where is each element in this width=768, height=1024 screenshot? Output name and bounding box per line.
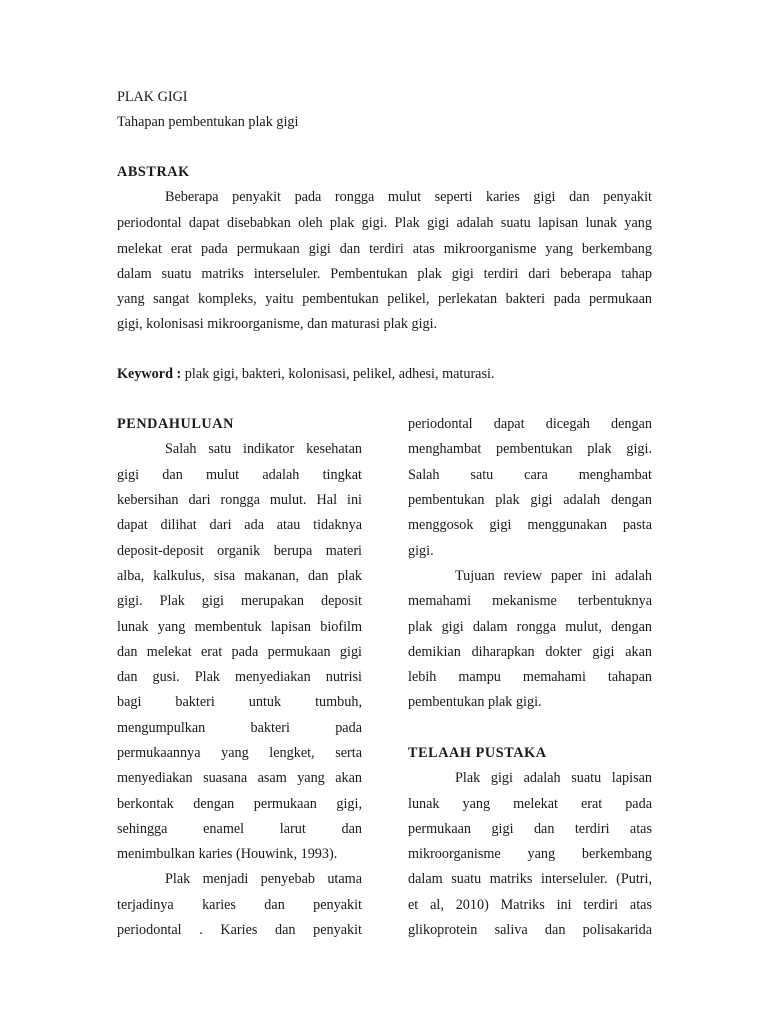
- abstract-line: periodontal dapat disebabkan oleh plak gigi. Plak gigi adalah suatu lapisan lunak yang: [117, 215, 652, 231]
- pendahuluan-line: periodontal . Karies dan penyakit: [117, 922, 362, 938]
- telaah-line: permukaan gigi dan terdiri atas: [408, 821, 652, 837]
- pendahuluan-line: Tujuan review paper ini adalah: [455, 568, 652, 584]
- pendahuluan-line: terjadinya karies dan penyakit: [117, 897, 362, 913]
- pendahuluan-line: mengumpulkan bakteri pada: [117, 720, 362, 736]
- telaah-line: lunak yang melekat erat pada: [408, 796, 652, 812]
- keywords-line: [117, 365, 494, 383]
- pendahuluan-line: lebih mampu memahami tahapan: [408, 669, 652, 685]
- pendahuluan-line: sehingga enamel larut dan: [117, 821, 362, 837]
- telaah-line: mikroorganisme yang berkembang: [408, 846, 652, 862]
- pendahuluan-line: kebersihan dari rongga mulut. Hal ini: [117, 492, 362, 508]
- pendahuluan-line: gigi.: [408, 543, 434, 559]
- pendahuluan-line: periodontal dapat dicegah dengan: [408, 416, 652, 432]
- pendahuluan-line: gigi dan mulut adalah tingkat: [117, 467, 362, 483]
- telaah-line: glikoprotein saliva dan polisakarida: [408, 922, 652, 938]
- pendahuluan-line: deposit-deposit organik berupa materi: [117, 543, 362, 559]
- abstract-line: yang sangat kompleks, yaitu pembentukan pelikel, perlekatan bakteri pada permukaan: [117, 291, 652, 307]
- pendahuluan-line: dan gusi. Plak menyediakan nutrisi: [117, 669, 362, 685]
- pendahuluan-line: memahami mekanisme terbentuknya: [408, 593, 652, 609]
- telaah-line: dalam suatu matriks interseluler. (Putri,: [408, 871, 652, 887]
- pendahuluan-line: Salah satu cara menghambat: [408, 467, 652, 483]
- telaah-line: Plak gigi adalah suatu lapisan: [455, 770, 652, 786]
- pendahuluan-line: permukaannya yang lengket, serta: [117, 745, 362, 761]
- pendahuluan-line: Plak menjadi penyebab utama: [165, 871, 362, 887]
- keywords-text: plak gigi, bakteri, kolonisasi, pelikel, adhesi, maturasi.: [181, 366, 495, 382]
- keywords-label: Keyword :: [117, 366, 182, 382]
- abstract-line: melekat erat pada permukaan gigi dan terdiri atas mikroorganisme yang berkembang: [117, 241, 652, 257]
- pendahuluan-line: dan melekat erat pada permukaan gigi: [117, 644, 362, 660]
- pendahuluan-line: menimbulkan karies (Houwink, 1993).: [117, 846, 338, 862]
- pendahuluan-line: plak gigi dalam rongga mulut, dengan: [408, 619, 652, 635]
- abstract-line: dalam suatu matriks interseluler. Pembentukan plak gigi terdiri dari beberapa tahap: [117, 266, 652, 282]
- pendahuluan-line: Salah satu indikator kesehatan: [165, 441, 362, 457]
- pendahuluan-line: alba, kalkulus, sisa makanan, dan plak: [117, 568, 362, 584]
- pendahuluan-line: lunak yang membentuk lapisan biofilm: [117, 619, 362, 635]
- pendahuluan-line: menyediakan suasana asam yang akan: [117, 770, 362, 786]
- telaah-line: et al, 2010) Matriks ini terdiri atas: [408, 897, 652, 913]
- pendahuluan-line: pembentukan plak gigi.: [408, 694, 542, 710]
- telaah-heading: TELAAH PUSTAKA: [408, 745, 547, 761]
- pendahuluan-line: berkontak dengan permukaan gigi,: [117, 796, 362, 812]
- abstract-line: Beberapa penyakit pada rongga mulut seperti karies gigi dan penyakit: [165, 189, 652, 205]
- pendahuluan-line: gigi. Plak gigi merupakan deposit: [117, 593, 362, 609]
- abstract-heading: ABSTRAK: [117, 164, 190, 180]
- pendahuluan-line: demikian diharapkan dokter gigi akan: [408, 644, 652, 660]
- pendahuluan-line: pembentukan plak gigi adalah dengan: [408, 492, 652, 508]
- pendahuluan-line: menggosok gigi menggunakan pasta: [408, 517, 652, 533]
- doc-title: PLAK GIGI: [117, 89, 188, 105]
- pendahuluan-line: dapat dilihat dari ada atau tidaknya: [117, 517, 362, 533]
- pendahuluan-heading: PENDAHULUAN: [117, 416, 234, 432]
- abstract-line: gigi, kolonisasi mikroorganisme, dan maturasi plak gigi.: [117, 316, 438, 332]
- doc-subtitle: Tahapan pembentukan plak gigi: [117, 114, 299, 130]
- pendahuluan-line: bagi bakteri untuk tumbuh,: [117, 694, 362, 710]
- pendahuluan-line: menghambat pembentukan plak gigi.: [408, 441, 652, 457]
